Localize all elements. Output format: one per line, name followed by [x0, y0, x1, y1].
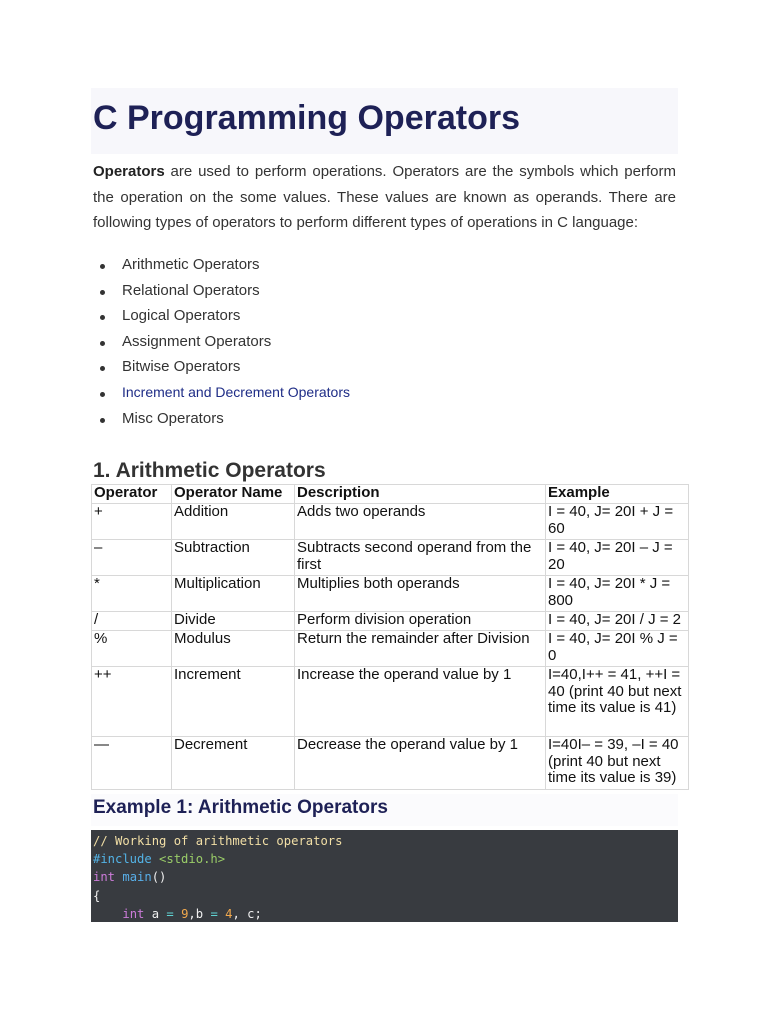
table-cell: ++ — [92, 667, 172, 737]
table-row — [92, 540, 689, 576]
code-comment: // Working of arithmetic operators — [93, 834, 343, 848]
table-cell: Increase the operand value by 1 — [295, 667, 546, 737]
page-title: C Programming Operators — [93, 99, 520, 137]
code-text: () — [151, 870, 167, 885]
code-number: 4 — [217, 906, 233, 921]
table-row — [92, 667, 689, 737]
table-row — [92, 504, 689, 540]
example-heading: Example 1: Arithmetic Operators — [91, 794, 678, 826]
table-cell: I = 40, J= 20I % J = 0 — [546, 631, 689, 667]
table-cell: Subtraction — [172, 540, 295, 576]
table-cell: % — [92, 631, 172, 667]
column-header: Operator Name — [172, 485, 295, 504]
code-indent — [93, 907, 122, 921]
list-item-label: Arithmetic Operators — [122, 256, 260, 273]
list-item-label: Bitwise Operators — [122, 358, 241, 376]
code-operator: = — [210, 906, 218, 921]
operator-types-list — [93, 252, 350, 431]
table-cell: — — [92, 737, 172, 790]
code-block — [91, 830, 678, 922]
table-cell: Decrease the operand value by 1 — [295, 737, 546, 790]
table-cell: I=40I– = 39, –I = 40 (print 40 but next time its value is 39) — [546, 737, 689, 790]
code-line — [93, 850, 678, 868]
code-text: a — [144, 906, 167, 921]
title-banner — [91, 88, 678, 154]
intro-paragraph — [93, 159, 676, 236]
code-line — [93, 905, 678, 922]
table-cell: Multiplies both operands — [295, 576, 546, 612]
table-cell: Adds two operands — [295, 504, 546, 540]
list-item — [93, 252, 350, 278]
list-item — [93, 406, 350, 432]
code-line — [93, 832, 678, 850]
table-cell: Subtracts second operand from the first — [295, 540, 546, 576]
column-header: Operator — [92, 485, 172, 504]
table-cell: Modulus — [172, 631, 295, 667]
list-item-label: Misc Operators — [122, 409, 224, 427]
table-row — [92, 576, 689, 612]
table-cell: – — [92, 540, 172, 576]
code-number: 9 — [173, 906, 189, 921]
table-row — [92, 631, 689, 667]
list-item-label: Relational Operators — [122, 281, 260, 299]
table-cell: Perform division operation — [295, 612, 546, 631]
list-item — [93, 354, 350, 380]
code-text: , c; — [232, 906, 262, 921]
table-row — [92, 612, 689, 631]
table-header-row — [92, 485, 689, 504]
table-cell: + — [92, 504, 172, 540]
code-text: ,b — [188, 906, 211, 921]
intro-bold-term: Operators — [93, 163, 165, 180]
table-row — [92, 737, 689, 790]
table-cell: Increment — [172, 667, 295, 737]
code-header: <stdio.h> — [151, 852, 226, 867]
table-cell: I = 40, J= 20I – J = 20 — [546, 540, 689, 576]
code-keyword: int — [93, 870, 116, 885]
table-cell: I = 40, J= 20I + J = 60 — [546, 504, 689, 540]
table-cell: Divide — [172, 612, 295, 631]
list-item — [93, 303, 350, 329]
table-cell: Decrement — [172, 737, 295, 790]
table-cell: I=40,I++ = 41, ++I = 40 (print 40 but next time its value is 41) — [546, 667, 689, 737]
table-cell: I = 40, J= 20I * J = 800 — [546, 576, 689, 612]
code-keyword: int — [122, 906, 145, 921]
list-item-label: Logical Operators — [122, 307, 241, 325]
section-heading-arithmetic: 1. Arithmetic Operators — [93, 459, 326, 482]
increment-decrement-link[interactable]: Increment and Decrement Operators — [122, 383, 350, 400]
table-cell: / — [92, 612, 172, 631]
column-header: Example — [546, 485, 689, 504]
table-cell: * — [92, 576, 172, 612]
code-directive: #include — [93, 852, 152, 867]
code-function: main — [122, 870, 152, 885]
list-item-label: Assignment Operators — [122, 332, 272, 350]
list-item — [93, 278, 350, 304]
code-text: { — [93, 888, 101, 903]
list-item — [93, 329, 350, 355]
code-line — [93, 868, 678, 886]
code-line — [93, 887, 678, 905]
table-cell: Multiplication — [172, 576, 295, 612]
table-cell: I = 40, J= 20I / J = 2 — [546, 612, 689, 631]
table-cell: Addition — [172, 504, 295, 540]
list-item — [93, 380, 350, 406]
column-header: Description — [295, 485, 546, 504]
intro-text: are used to perform operations. Operators are the symbols which perform the operation on the some values. These values are known as operands. There are following types of operators to perform different types of operations in C language: — [93, 163, 676, 232]
arithmetic-operators-table — [91, 484, 689, 790]
table-cell: Return the remainder after Division — [295, 631, 546, 667]
code-operator: = — [166, 906, 174, 921]
